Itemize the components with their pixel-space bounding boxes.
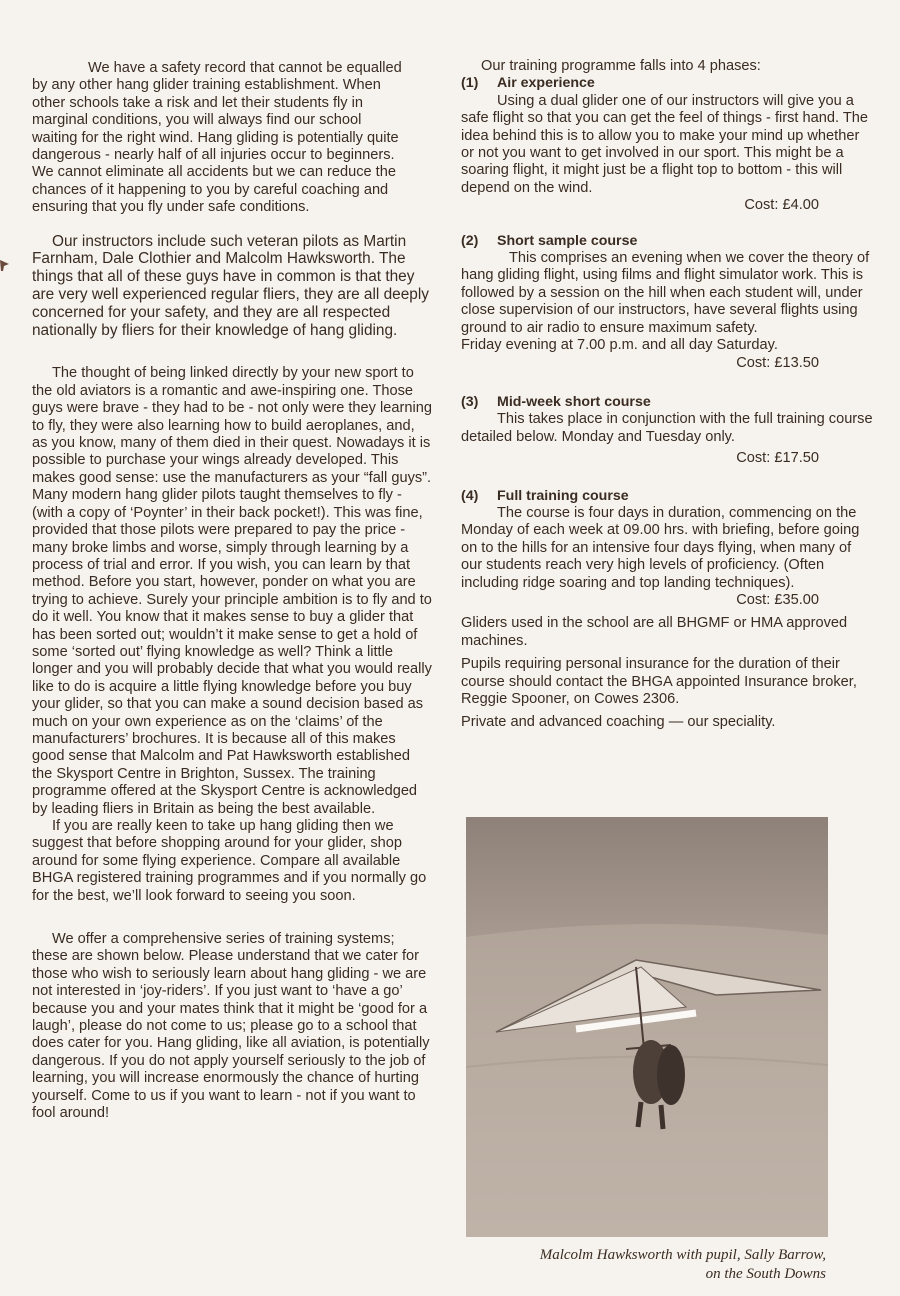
section-body: This takes place in conjunction with the full training course detailed below. Monday and Tuesday only. — [461, 411, 873, 445]
section-title: Full training course — [497, 487, 629, 504]
hang-glider-illustration — [466, 817, 828, 1237]
section-cost: Cost: £13.50 — [736, 354, 819, 371]
caption-line-1: Malcolm Hawksworth with pupil, Sally Barrow, — [539, 1247, 826, 1263]
section-cost: Cost: £17.50 — [736, 450, 819, 467]
section-air-experience — [461, 75, 873, 214]
section-body: Using a dual glider one of our instructors will give you a safe flight so that you can get the feel of things - first hand. The idea behind this is to allow you to make your mind up whether or not you want to get involved in our sport. This might be a soaring flight, it might just be a flight top to bottom - this will depend on the wind. — [461, 92, 868, 196]
insurance-note: Pupils requiring personal insurance for the duration of their course should contact the BHGA appointed Insurance broker, Reggie Spooner, on Cowes 2306. — [461, 656, 857, 707]
safety-paragraph: We have a safety record that cannot be equalled by any other hang glider training establishment. When other schools take a risk and let their students fly in marginal conditions, you will always find our school waiting for the right wind. Hang gliding is potentially quite dangerous - nearly half of all injuries occur to beginners. We cannot eliminate all accidents but we can reduce the chances of it happening to you by careful coaching and ensuring that you fly under safe conditions. — [32, 60, 402, 216]
section-title: Air experience — [497, 75, 595, 92]
section-cost: Cost: £4.00 — [744, 197, 819, 214]
section-full-training — [461, 488, 873, 610]
gliders-note: Gliders used in the school are all BHGMF or HMA approved machines. — [461, 615, 848, 649]
instructors-paragraph: Our instructors include such veteran pilots as Martin Farnham, Dale Clothier and Malcolm Hawksworth. The things that all of these guys have in common is that they are very well experienced regular fliers, they are all deeply concerned for your safety, and they are all respected nationally by fliers for their knowledge of hang gliding. — [32, 232, 429, 339]
private-coaching-note: Private and advanced coaching — our speciality. — [461, 714, 776, 731]
aviators-paragraph: The thought of being linked directly by your new sport to the old aviators is a romantic and awe-inspiring one. Those guys were brave - they had to be - not only were they learning to fly, they were also learning how to build aeroplanes, and, as you know, many of them died in their quest. Nowadays it is possible to purchase your wings already developed. This makes good sense: use the manufacturers as your “fall guys”. Many modern hang glider pilots taught themselves to fly - (with a copy of ‘Poynter’ in their back pocket!). This was fine, provided that those pilots were prepared to pay the price - many broke limbs and worse, simply through learning by a process of trial and error. If you wish, you can learn by that method. Before you start, however, ponder on what you are trying to achieve. Surely your principle ambition is to fly and to do it well. You know that it makes sense to buy a glider that has been sorted out; wouldn’t it make sense to get a hold of some ‘sorted out’ flying knowledge as well? Think a little longer and you will probably decide that what you would really like to do is acquire a little flying knowledge before you buy your glider, so that you can make a sound decision based as much on your own experience as on the ‘claims’ of the manufacturers’ brochures. It is because all of this makes good sense that Malcolm and Pat Hawksworth established the Skysport Centre in Brighton, Sussex. The training programme offered at the Skysport Centre is acknowledged by leading fliers in Britain as being the best available. — [32, 365, 432, 817]
section-title: Short sample course — [497, 232, 638, 249]
section-number: (2) — [461, 232, 479, 249]
section-body: The course is four days in duration, commencing on the Monday of each week at 09.00 hrs. with briefing, before going on to the hills for an intensive four days flying, when many of our students reach very high levels of proficiency. (Often including ridge soaring and top landing techniques). — [461, 504, 860, 591]
section-number: (1) — [461, 75, 479, 92]
keen-paragraph: If you are really keen to take up hang gliding then we suggest that before shopping around for your glider, shop around for some flying experience. Compare all available BHGA registered training programmes and if you normally go for the best, we’ll look forward to seeing you soon. — [32, 818, 427, 904]
margin-mark — [0, 258, 10, 272]
section-number: (3) — [461, 393, 479, 410]
section-mid-week — [461, 394, 873, 468]
left-column — [32, 60, 432, 1123]
section-body: This comprises an evening when we cover the theory of hang gliding flight, using films and flight simulator work. This is followed by a session on the hill when each student will, under close supervision of our instructors, have several flights using ground to air radio to ensure maximum safety. — [461, 250, 870, 336]
section-schedule: Friday evening at 7.00 p.m. and all day Saturday. — [461, 337, 778, 354]
section-cost: Cost: £35.00 — [736, 591, 819, 608]
section-number: (4) — [461, 487, 479, 504]
caption-line-2: on the South Downs — [705, 1266, 826, 1282]
hang-glider-photo — [466, 817, 828, 1237]
photo-caption — [466, 1246, 826, 1284]
programme-intro: Our training programme falls into 4 phases: — [481, 58, 761, 74]
right-column — [461, 58, 873, 732]
section-title: Mid-week short course — [497, 393, 651, 410]
section-short-sample — [461, 233, 873, 372]
training-systems-paragraph: We offer a comprehensive series of training systems; these are shown below. Please understand that we cater for those who wish to seriously learn about hang gliding - we are not interested in ‘joy-riders’. If you just want to ‘have a go’ because you and your mates think that it might be ‘good for a laugh’, please do not come to us; please go to a school that does cater for you. Hang gliding, like all aviation, is potentially dangerous. If you do not apply yourself seriously to the job of learning, you will increase enormously the chance of hurting yourself. Come to us if you want to learn - not if you want to fool around! — [32, 931, 430, 1122]
